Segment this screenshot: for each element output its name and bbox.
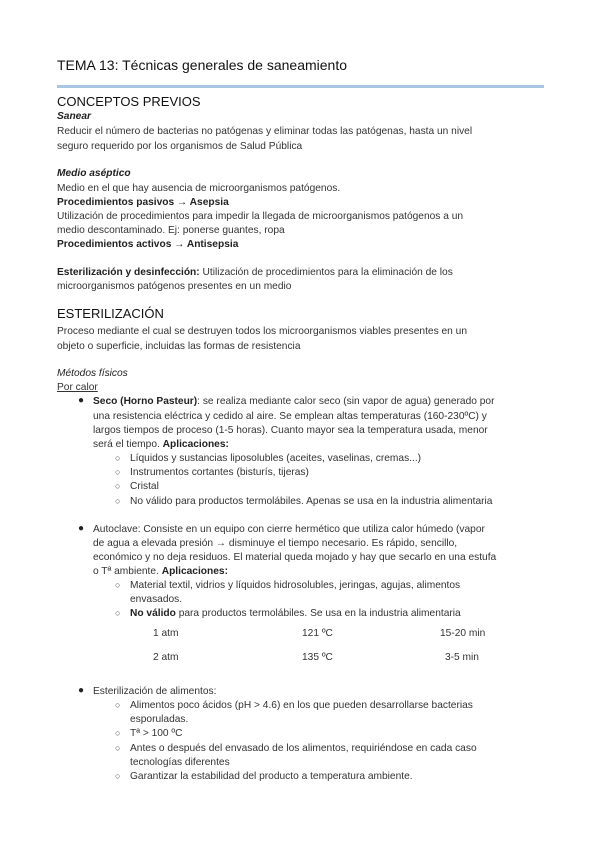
- sanear-definition-line1: Reducir el número de bacterias no patógenas y eliminar todas las patógenas, hasta un nivel: [57, 126, 473, 137]
- seco-line1: [93, 394, 543, 409]
- term-medio-aseptico: Medio aséptico: [57, 168, 131, 179]
- section-heading-conceptos: CONCEPTOS PREVIOS: [57, 94, 201, 109]
- seco-item: Instrumentos cortantes (bisturís, tijeras): [130, 467, 309, 478]
- seco-line3: largos tiempos de proceso (1-5 horas). Cuanto mayor sea la temperatura usada, menor: [93, 425, 488, 436]
- alimentos-item: Tª > 100 ºC: [130, 728, 183, 739]
- sub-bullet: ○: [115, 700, 121, 710]
- seco-line4: [93, 437, 543, 452]
- seco-line2: una resistencia eléctrica y cedido al aire. Se emplean altas temperaturas (160-230ºC) y: [93, 411, 487, 422]
- page-title: TEMA 13: Técnicas generales de saneamiento: [57, 57, 348, 73]
- table-cell-pressure: 1 atm: [153, 628, 179, 639]
- autoclave-aplicaciones-label: Aplicaciones:: [161, 566, 228, 577]
- sub-bullet: ○: [115, 467, 121, 477]
- autoclave-text-end: o Tª ambiente.: [93, 566, 162, 577]
- sub-bullet: ○: [115, 608, 121, 618]
- autoclave-item-line1: Material textil, vidrios y líquidos hidrosolubles, jeringas, agujas, alimentos: [130, 580, 461, 591]
- term-autoclave: Autoclave:: [93, 524, 141, 535]
- pasivos-definition-line1: Utilización de procedimientos para impedir la llegada de microorganismos patógenos a un: [57, 211, 464, 222]
- table-cell-temp: 135 ºC: [302, 652, 333, 663]
- subheading-metodos-fisicos: Métodos físicos: [57, 368, 128, 379]
- alimentos-item-line1: Antes o después del envasado de los alimentos, requiriéndose en cada caso: [130, 743, 477, 754]
- autoclave-line3: económico y no deja residuos. El material queda mojado y hay que secarlo en una estufa: [93, 552, 497, 563]
- table-cell-temp: 121 ºC: [302, 628, 333, 639]
- sub-bullet: ○: [115, 771, 121, 781]
- alimentos-item: Garantizar la estabilidad del producto a temperatura ambiente.: [130, 771, 413, 782]
- term-esterilizacion-alimentos: Esterilización de alimentos:: [93, 686, 217, 697]
- esterilizacion-desinfeccion-text: Utilización de procedimientos para la eliminación de los: [199, 267, 453, 278]
- sub-bullet: ○: [115, 481, 121, 491]
- esterilizacion-definition-line2: objeto o superficie, incluidas las formas de resistencia: [57, 341, 301, 352]
- bullet-dot: ●: [78, 395, 85, 406]
- alimentos-item-line2: tecnologías diferentes: [130, 757, 230, 768]
- table-cell-time: 15-20 min: [440, 628, 486, 639]
- alimentos-item-line2: esporuladas.: [130, 714, 189, 725]
- autoclave-line1: [93, 522, 543, 537]
- sub-bullet: ○: [115, 743, 121, 753]
- esterilizacion-definition-line1: Proceso mediante el cual se destruyen todos los microorganismos viables presentes en un: [57, 326, 467, 337]
- autoclave-line2: de agua a elevada presión → disminuye el tiempo necesario. Es rápido, sencillo,: [93, 538, 458, 549]
- alimentos-item-line1: Alimentos poco ácidos (pH > 4.6) en los que pueden desarrollarse bacterias: [130, 700, 473, 711]
- sub-bullet: ○: [115, 580, 121, 590]
- esterilizacion-desinfeccion-line2: microorganismos patógenos presentes en un medio: [57, 281, 292, 292]
- pasivos-definition-line2: medio descontaminado. Ej: ponerse guantes, ropa: [57, 225, 285, 236]
- bullet-dot: ●: [78, 685, 85, 696]
- term-seco: Seco (Horno Pasteur): [93, 396, 198, 407]
- autoclave-text: Consiste en un equipo con cierre hermético que utiliza calor húmedo (vapor: [140, 524, 485, 535]
- seco-text: : se realiza mediante calor seco (sin vapor de agua) generado por: [197, 396, 495, 407]
- aseptico-definition: Medio en el que hay ausencia de microorganismos patógenos.: [57, 183, 341, 194]
- term-procedimientos-pasivos: Procedimientos pasivos → Asepsia: [57, 197, 229, 208]
- term-esterilizacion-desinfeccion: Esterilización y desinfección:: [57, 267, 200, 278]
- seco-aplicaciones-label: Aplicaciones:: [162, 439, 229, 450]
- sanear-definition-line2: seguro requerido por los organismos de Salud Pública: [57, 141, 303, 152]
- sub-bullet: ○: [115, 453, 121, 463]
- no-valido-label: No válido: [130, 608, 176, 619]
- esterilizacion-desinfeccion-line1: [57, 265, 543, 280]
- section-heading-esterilizacion: ESTERILIZACIÓN: [57, 306, 164, 321]
- subheading-por-calor: Por calor: [57, 382, 98, 393]
- no-valido-text: para productos termolábiles. Se usa en la industria alimentaria: [175, 608, 461, 619]
- autoclave-item: [130, 606, 530, 621]
- autoclave-item-line2: envasados.: [130, 594, 183, 605]
- sub-bullet: ○: [115, 496, 121, 506]
- title-divider: [57, 85, 544, 88]
- seco-item: No válido para productos termolábiles. Apenas se usa en la industria alimentaria: [130, 496, 493, 507]
- term-sanear: Sanear: [57, 111, 91, 122]
- seco-text-end: será el tiempo.: [93, 439, 163, 450]
- autoclave-line4: [93, 564, 543, 579]
- table-cell-time: 3-5 min: [445, 652, 479, 663]
- seco-item: Líquidos y sustancias liposolubles (aceites, vaselinas, cremas...): [130, 453, 422, 464]
- bullet-dot: ●: [78, 523, 85, 534]
- seco-item: Cristal: [130, 481, 159, 492]
- term-procedimientos-activos: Procedimientos activos → Antisepsia: [57, 239, 239, 250]
- table-cell-pressure: 2 atm: [153, 652, 179, 663]
- sub-bullet: ○: [115, 728, 121, 738]
